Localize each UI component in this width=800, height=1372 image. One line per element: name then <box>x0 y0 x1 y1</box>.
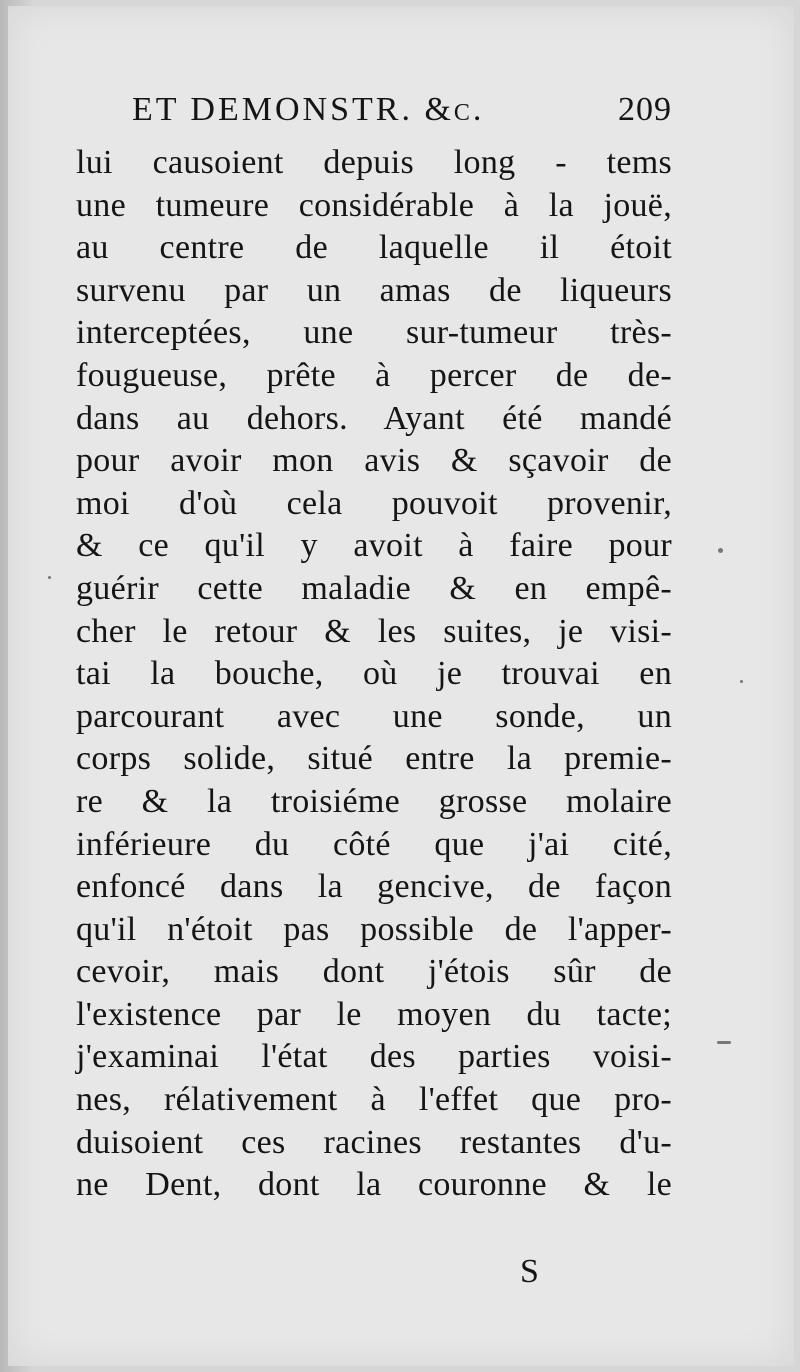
text-line: enfoncé dans la gencive, de façon <box>76 868 672 906</box>
text-line: interceptées, une sur-tumeur très- <box>76 314 672 352</box>
text-line: survenu par un amas de liqueurs <box>76 271 672 309</box>
text-line: qu'il n'étoit pas possible de l'apper- <box>76 910 672 948</box>
text-line: dans au dehors. Ayant été mandé <box>76 399 672 437</box>
text-line: cher le retour & les suites, je visi- <box>76 612 672 650</box>
text-line: re & la troisiéme grosse molaire <box>76 782 672 820</box>
catchword: S <box>520 1253 539 1290</box>
page-number: 209 <box>618 91 672 128</box>
text-line: & ce qu'il y avoit à faire pour <box>76 527 672 565</box>
text-line: tai la bouche, où je trouvai en <box>76 655 672 693</box>
text-line: cevoir, mais dont j'étois sûr de <box>76 953 672 991</box>
text-line: au centre de laquelle il étoit <box>76 229 672 267</box>
text-line: moi d'où cela pouvoit provenir, <box>76 484 672 522</box>
text-line: duisoient ces racines restantes d'u- <box>76 1123 672 1161</box>
text-line: nes, rélativement à l'effet que pro- <box>76 1081 672 1119</box>
speck <box>717 1041 731 1044</box>
text-line: inférieure du côté que j'ai cité, <box>76 825 672 863</box>
body-text <box>76 142 672 1207</box>
speck <box>718 548 723 553</box>
text-line: j'examinai l'état des parties voisi- <box>76 1038 672 1076</box>
text-line: pour avoir mon avis & sçavoir de <box>76 442 672 480</box>
speck <box>740 680 743 683</box>
text-line: ne Dent, dont la couronne & le <box>76 1166 672 1204</box>
text-line: l'existence par le moyen du tacte; <box>76 995 672 1033</box>
running-head <box>132 88 672 132</box>
speck <box>48 576 51 579</box>
text-line: parcourant avec une sonde, un <box>76 697 672 735</box>
text-line: corps solide, situé entre la premie- <box>76 740 672 778</box>
text-line: guérir cette maladie & en empê- <box>76 569 672 607</box>
text-line: une tumeure considérable à la jouë, <box>76 186 672 224</box>
running-head-title: ET DEMONSTR. &c. <box>132 91 485 128</box>
text-line: fougueuse, prête à percer de de- <box>76 356 672 394</box>
text-line: lui causoient depuis long - tems <box>76 144 672 181</box>
